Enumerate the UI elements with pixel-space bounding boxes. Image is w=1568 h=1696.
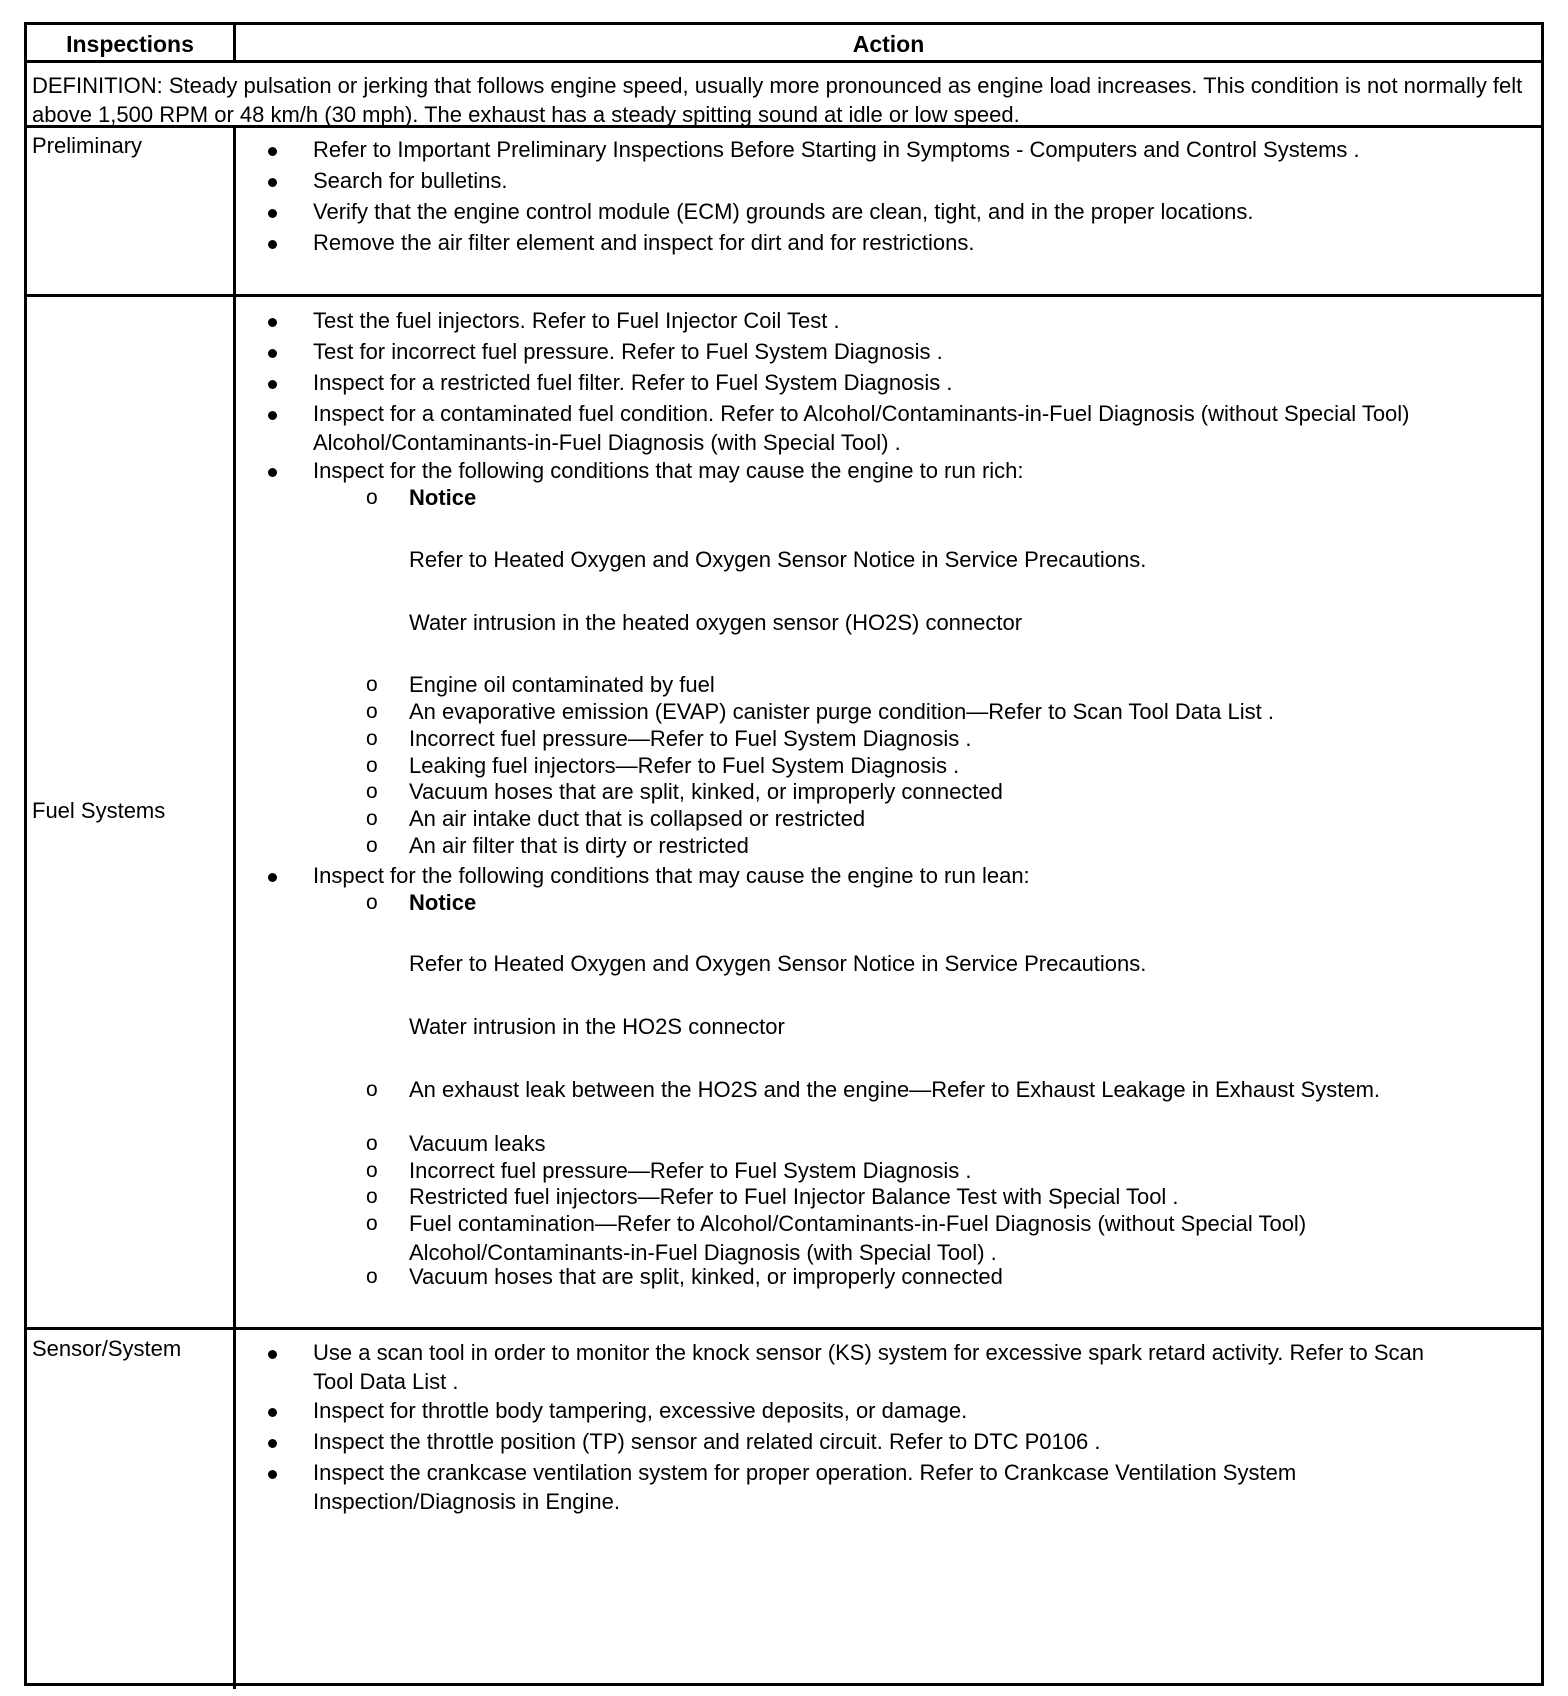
notice-title: Notice [409,890,477,915]
bullet-icon [268,147,277,156]
sub-bullet-icon: o [366,727,378,750]
notice-text: Refer to Heated Oxygen and Oxygen Sensor Notice in Service Precautions. [409,547,1147,572]
bullet-icon [268,178,277,187]
bullet-icon [268,209,277,218]
inspection-table [24,22,1544,1686]
bullet-icon [268,318,277,327]
list-item: Remove the air filter element and inspect for dirt and for restrictions. [313,230,975,255]
bullet-icon [268,240,277,249]
sub-list-item: An air intake duct that is collapsed or restricted [409,806,866,831]
list-item: Search for bulletins. [313,168,508,193]
sub-bullet-icon: o [366,700,378,723]
notice-title: Notice [409,485,477,510]
sub-list-item: Incorrect fuel pressure—Refer to Fuel System Diagnosis . [409,1158,972,1183]
list-item: Inspect for the following conditions that may cause the engine to run lean: [313,863,1030,888]
sub-list-item: An air filter that is dirty or restricted [409,833,749,858]
list-item: Inspect the crankcase ventilation system for proper operation. Refer to Crankcase Ventilation System Inspection/Diagnosis in Engine. [313,1460,1297,1514]
sub-list-item: An evaporative emission (EVAP) canister purge condition—Refer to Scan Tool Data List . [409,699,1274,724]
bullet-icon [268,1408,277,1417]
list-item: Use a scan tool in order to monitor the knock sensor (KS) system for excessive spark retard activity. Refer to Scan Tool Data List . [313,1340,1425,1394]
list-item: Test the fuel injectors. Refer to Fuel Injector Coil Test . [313,308,840,333]
notice-detail: Water intrusion in the HO2S connector [409,1014,785,1039]
sub-bullet-icon: o [366,1078,378,1101]
sub-list-item: Restricted fuel injectors—Refer to Fuel Injector Balance Test with Special Tool . [409,1184,1179,1209]
sub-list-item: Incorrect fuel pressure—Refer to Fuel System Diagnosis . [409,726,972,751]
sub-list-item: An exhaust leak between the HO2S and the engine—Refer to Exhaust Leakage in Exhaust System. [409,1077,1381,1102]
notice-detail: Water intrusion in the heated oxygen sensor (HO2S) connector [409,610,1023,635]
list-item: Inspect for the following conditions that may cause the engine to run rich: [313,458,1024,483]
notice-text: Refer to Heated Oxygen and Oxygen Sensor Notice in Service Precautions. [409,951,1147,976]
sub-bullet-icon: o [366,891,378,914]
column-divider-body [233,125,236,1689]
header-inspections: Inspections [66,30,194,57]
sub-list-item: Vacuum hoses that are split, kinked, or improperly connected [409,779,1003,804]
list-item: Inspect for throttle body tampering, excessive deposits, or damage. [313,1398,968,1423]
sub-list-item: Vacuum hoses that are split, kinked, or improperly connected [409,1264,1003,1289]
sub-bullet-icon: o [366,1159,378,1182]
definition-text: DEFINITION: Steady pulsation or jerking that follows engine speed, usually more pronounced as engine load increases. This condition is not normally felt above 1,500 RPM or 48 km/h (30 mph). The exhaust has a steady spitting sound at idle or low speed. [32,73,1523,127]
sub-bullet-icon: o [366,780,378,803]
bullet-icon [268,349,277,358]
row-label-fuel-systems: Fuel Systems [32,798,166,823]
bullet-icon [268,873,277,882]
row-label-preliminary: Preliminary [32,133,143,158]
fuel-divider [27,1327,1541,1330]
list-item: Inspect for a restricted fuel filter. Refer to Fuel System Diagnosis . [313,370,953,395]
list-item: Refer to Important Preliminary Inspections Before Starting in Symptoms - Computers and Control Systems . [313,137,1360,162]
sub-bullet-icon: o [366,673,378,696]
sub-list-item: Leaking fuel injectors—Refer to Fuel System Diagnosis . [409,753,960,778]
sub-bullet-icon: o [366,486,378,509]
list-item: Test for incorrect fuel pressure. Refer to Fuel System Diagnosis . [313,339,943,364]
list-item: Inspect for a contaminated fuel condition. Refer to Alcohol/Contaminants-in-Fuel Diagnosis (without Special Tool) Alcohol/Contaminants-in-Fuel Diagnosis (with Special Tool) . [313,401,1410,455]
sub-bullet-icon: o [366,1185,378,1208]
bullet-icon [268,411,277,420]
sub-bullet-icon: o [366,807,378,830]
sub-bullet-icon: o [366,1132,378,1155]
sub-bullet-icon: o [366,754,378,777]
sub-list-item: Engine oil contaminated by fuel [409,672,715,697]
header-action: Action [852,30,925,57]
sub-bullet-icon: o [366,1265,378,1288]
bullet-icon [268,1350,277,1359]
preliminary-divider [27,294,1541,297]
sub-list-item: Fuel contamination—Refer to Alcohol/Contaminants-in-Fuel Diagnosis (without Special Tool) Alcohol/Contaminants-in-Fuel Diagnosis (with Special Tool) . [409,1211,1307,1265]
list-item: Inspect the throttle position (TP) sensor and related circuit. Refer to DTC P0106 . [313,1429,1101,1454]
bullet-icon [268,380,277,389]
row-label-sensor-system: Sensor/System [32,1336,182,1361]
sub-bullet-icon: o [366,1212,378,1235]
bullet-icon [268,1439,277,1448]
list-item: Verify that the engine control module (ECM) grounds are clean, tight, and in the proper locations. [313,199,1254,224]
bullet-icon [268,468,277,477]
sub-bullet-icon: o [366,834,378,857]
bullet-icon [268,1470,277,1479]
sub-list-item: Vacuum leaks [409,1131,546,1156]
